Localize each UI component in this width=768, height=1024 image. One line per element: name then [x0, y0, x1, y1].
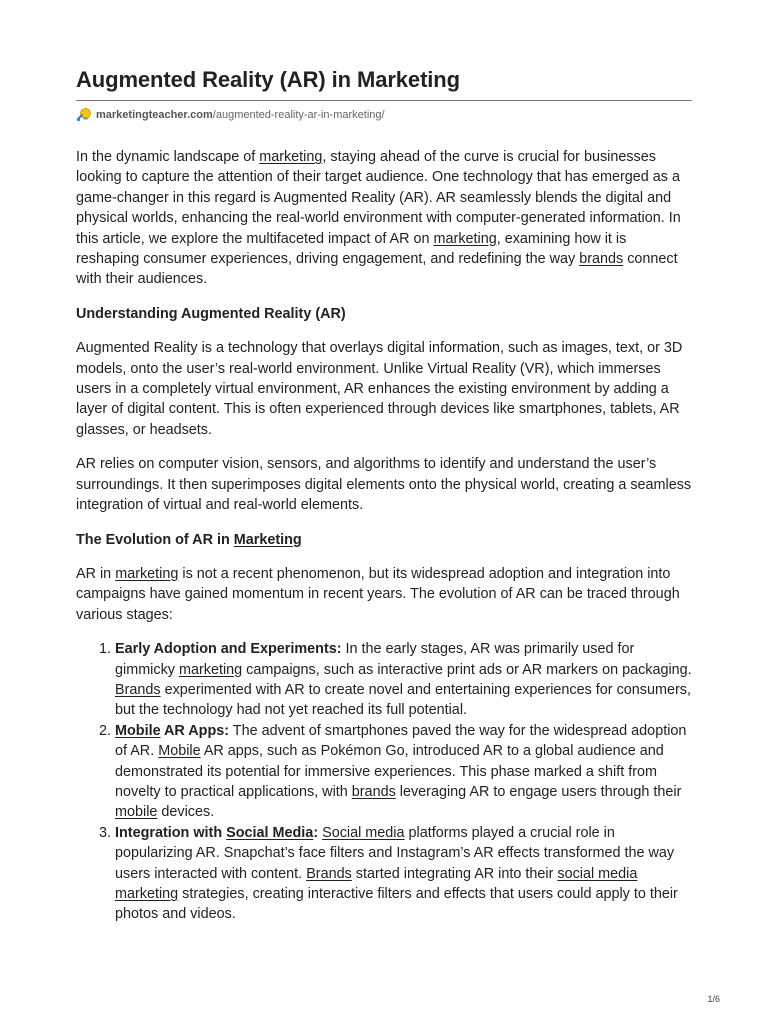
lightbulb-logo-icon: [76, 107, 92, 123]
list-item: 3. Integration with Social Media: Social media platforms played a crucial role in popularizing AR. Snapchat’s face filters and Instagram’s AR effects transformed the way users interacted with content. Brands started integrating AR into their social media marketing strategies, creating interactive filters and effects that users could apply to their photos and videos.: [115, 823, 692, 925]
list-item-heading: Early Adoption and Experiments:: [115, 641, 342, 658]
title-divider: [76, 100, 692, 101]
brands-link[interactable]: brands: [579, 251, 624, 268]
mobile-link[interactable]: Mobile: [158, 743, 201, 760]
source-url[interactable]: [76, 107, 692, 123]
document-page: [76, 0, 692, 925]
marketing-link[interactable]: marketing: [259, 149, 323, 165]
marketing-link[interactable]: marketing: [433, 230, 497, 247]
source-domain[interactable]: marketingteacher.com: [96, 109, 213, 121]
brands-link[interactable]: Brands: [306, 865, 352, 882]
social-media-link[interactable]: Social Media: [226, 824, 314, 841]
list-item: 1. Early Adoption and Experiments: In the early stages, AR was primarily used for gimmicky marketing campaigns, such as interactive print ads or AR markers on packaging. Brands experimented with AR to create novel and entertaining experiences for consumers, but the technology had not yet reached its full potential.: [115, 639, 692, 721]
marketing-link[interactable]: marketing: [115, 565, 179, 582]
paragraph-ar-technology: AR relies on computer vision, sensors, and algorithms to identify and understand the user’s surroundings. It then superimposes digital elements onto the physical world, creating a seamless integration of virtual and real-world elements.: [76, 456, 692, 514]
brands-link[interactable]: Brands: [115, 681, 161, 698]
page-title: Augmented Reality (AR) in Marketing: [76, 67, 460, 92]
marketing-link[interactable]: marketing: [115, 886, 179, 902]
marketing-link[interactable]: marketing: [178, 661, 243, 678]
list-item-heading: Mobile AR Apps:: [115, 722, 230, 739]
section-heading-understanding-ar: Understanding Augmented Reality (AR): [76, 305, 346, 322]
source-path[interactable]: /augmented-reality-ar-in-marketing/: [212, 109, 385, 121]
paragraph-evolution-intro: AR in marketing is not a recent phenomenon, but its widespread adoption and integration into campaigns have gained momentum in recent years. The evolution of AR can be traced through various stages:: [76, 565, 680, 623]
mobile-link[interactable]: Mobile: [115, 722, 161, 739]
evolution-stages-list: [76, 639, 692, 925]
intro-paragraph: In the dynamic landscape of marketing, staying ahead of the curve is crucial for businesses looking to capture the attention of their target audience. One technology that has emerged as a game-changer in this regard is Augmented Reality (AR). AR seamlessly blends the digital and physical worlds, enhancing the real-world environment with computer-generated information. In this article, we explore the multifaceted impact of AR on marketing, examining how it is reshaping consumer experiences, driving engagement, and redefining the way brands connect with their audiences.: [76, 149, 681, 288]
brands-link[interactable]: brands: [351, 783, 396, 800]
section-heading-evolution: The Evolution of AR in Marketing: [76, 531, 302, 548]
list-item-heading: Integration with Social Media:: [115, 824, 319, 841]
list-item: 2. Mobile AR Apps: The advent of smartphones paved the way for the widespread adoption of AR. Mobile AR apps, such as Pokémon Go, introduced AR to a global audience and demonstrated its potential for immersive experiences. This phase marked a shift from novelty to practical applications, with brands leveraging AR to engage users through their mobile devices.: [115, 721, 692, 823]
marketing-link[interactable]: Marketing: [233, 531, 302, 548]
mobile-link[interactable]: mobile: [115, 804, 158, 821]
social-media-link[interactable]: social media: [557, 865, 638, 882]
paragraph-ar-definition: Augmented Reality is a technology that overlays digital information, such as images, text, or 3D models, onto the user’s real-world environment. Unlike Virtual Reality (VR), which immerses users in a completely virtual environment, AR enhances the existing environment by adding a layer of digital content. This is often experienced through devices like smartphones, tablets, AR glasses, or headsets.: [76, 340, 683, 438]
social-media-link[interactable]: Social media: [322, 824, 405, 841]
page-number: 1/6: [707, 994, 720, 1004]
